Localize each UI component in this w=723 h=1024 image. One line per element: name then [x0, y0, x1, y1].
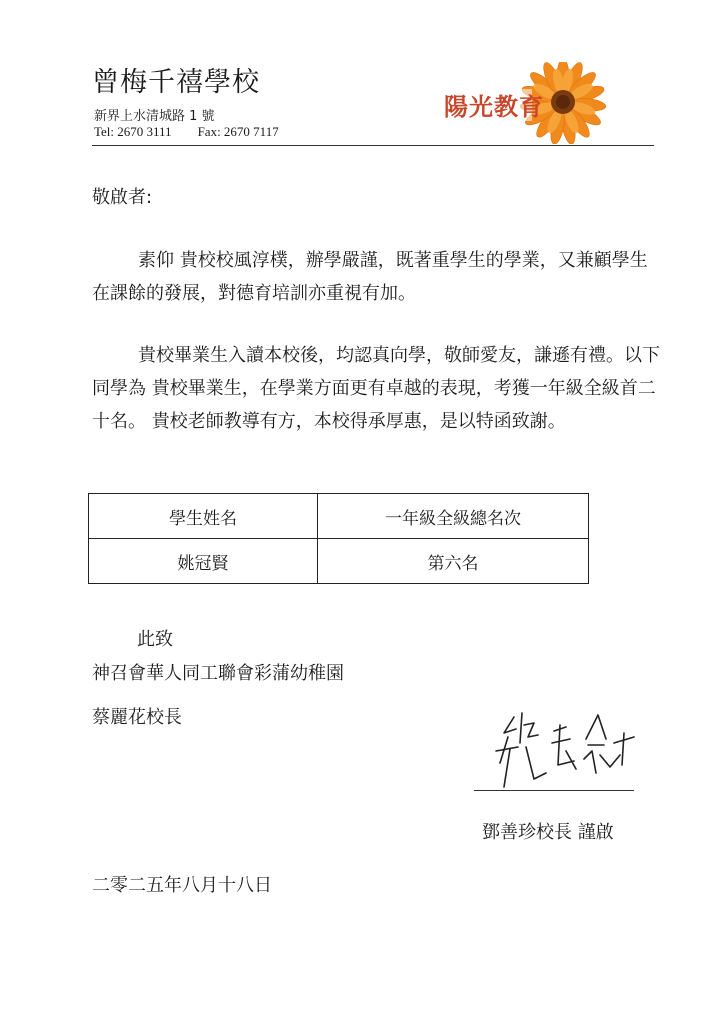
signature-line	[474, 790, 634, 791]
table-row	[89, 539, 589, 584]
contact-info	[94, 124, 279, 140]
sender-signoff: 鄧善珍校長 謹啟	[482, 822, 614, 843]
school-address: 新界上水清城路 1 號	[94, 109, 215, 124]
logo-text: 陽光教育	[444, 93, 544, 121]
school-name: 曾梅千禧學校	[92, 67, 260, 98]
recipient-principal: 蔡麗花校長	[92, 707, 182, 728]
handwritten-signature	[474, 703, 644, 793]
letter-date: 二零二五年八月十八日	[92, 875, 272, 896]
sunflower-logo	[436, 62, 611, 144]
student-ranking-table	[88, 493, 589, 584]
salutation: 敬啟者:	[92, 187, 153, 208]
closing-phrase: 此致	[137, 629, 173, 650]
table-header-row	[89, 494, 589, 539]
telephone-number: Tel: 2670 3111	[94, 124, 172, 139]
overall-rank-cell: 第六名	[318, 539, 589, 584]
column-header-student-name: 學生姓名	[89, 494, 318, 539]
header-divider	[92, 145, 654, 146]
student-name-cell: 姚冠賢	[89, 539, 318, 584]
fax-number: Fax: 2670 7117	[197, 124, 279, 139]
recipient-organization: 神召會華人同工聯會彩蒲幼稚園	[92, 663, 344, 684]
letter-paragraph-2: 貴校畢業生入讀本校後，均認真向學，敬師愛友，謙遜有禮。以下同學為 貴校畢業生，在學業方面更有卓越的表現，考獲一年級全級首二十名。 貴校老師教導有方，本校得承厚惠，是以特函致謝。	[92, 345, 660, 432]
column-header-overall-rank: 一年級全級總名次	[318, 494, 589, 539]
letter-paragraph-1: 素仰 貴校校風淳樸，辦學嚴謹，既著重學生的學業，又兼顧學生在課餘的發展，對德育培訓亦重視有加。	[92, 250, 648, 304]
